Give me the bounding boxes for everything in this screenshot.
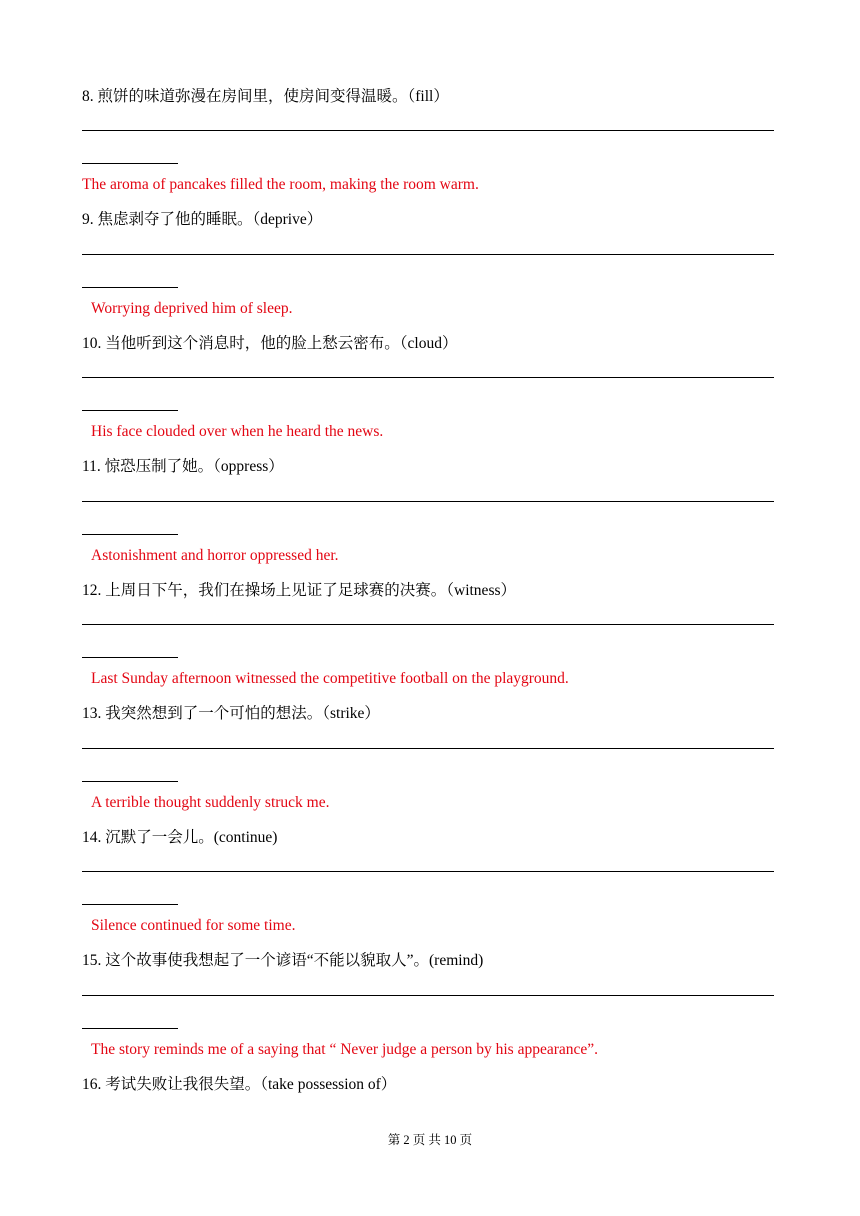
answer-10: His face clouded over when he heard the news. (91, 423, 384, 440)
answer-line (82, 130, 774, 131)
question-10: 10. 当他听到这个消息时，他的脸上愁云密布。（cloud） (82, 335, 458, 352)
answer-11: Astonishment and horror oppressed her. (91, 547, 339, 564)
question-16: 16. 考试失败让我很失望。（take possession of） (82, 1076, 397, 1093)
question-14: 14. 沉默了一会儿。(continue) (82, 829, 278, 846)
answer-line (82, 995, 774, 996)
answer-13: A terrible thought suddenly struck me. (91, 794, 330, 811)
answer-15: The story reminds me of a saying that “ Never judge a person by his appearance”. (91, 1041, 599, 1058)
answer-14: Silence continued for some time. (91, 917, 296, 934)
answer-line-short (82, 1028, 178, 1029)
question-12: 12. 上周日下午，我们在操场上见证了足球赛的决赛。（witness） (82, 582, 517, 599)
answer-line-short (82, 163, 178, 164)
answer-line-short (82, 781, 178, 782)
answer-9: Worrying deprived him of sleep. (91, 300, 293, 317)
answer-8: The aroma of pancakes filled the room, making the room warm. (82, 176, 479, 193)
question-15: 15. 这个故事使我想起了一个谚语“不能以貌取人”。(remind) (82, 952, 484, 969)
answer-12: Last Sunday afternoon witnessed the competitive football on the playground. (91, 670, 569, 687)
page-footer: 第 2 页 共 10 页 (387, 1133, 473, 1147)
answer-line-short (82, 534, 178, 535)
answer-line (82, 624, 774, 625)
answer-line-short (82, 287, 178, 288)
answer-line (82, 871, 774, 872)
answer-line (82, 748, 774, 749)
question-13: 13. 我突然想到了一个可怕的想法。（strike） (82, 705, 380, 722)
question-11: 11. 惊恐压制了她。（oppress） (82, 458, 284, 475)
question-8: 8. 煎饼的味道弥漫在房间里，使房间变得温暖。（fill） (82, 88, 449, 105)
answer-line-short (82, 410, 178, 411)
answer-line (82, 501, 774, 502)
answer-line (82, 254, 774, 255)
answer-line (82, 377, 774, 378)
answer-line-short (82, 657, 178, 658)
answer-line-short (82, 904, 178, 905)
question-9: 9. 焦虑剥夺了他的睡眠。（deprive） (82, 211, 323, 228)
